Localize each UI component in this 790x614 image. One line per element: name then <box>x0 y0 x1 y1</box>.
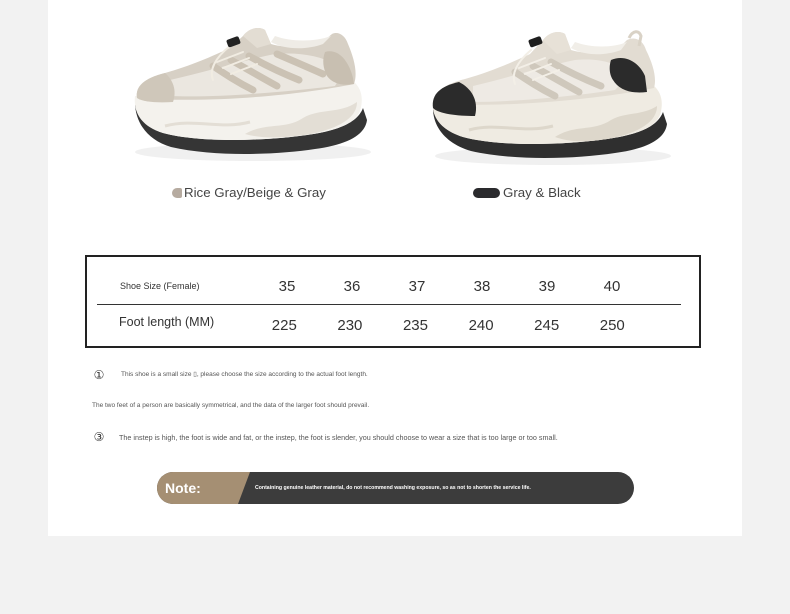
foot-length-cell: 225 <box>271 317 297 334</box>
color-label-gray-black: Gray & Black <box>503 185 581 200</box>
note-3-marker: ③ <box>93 430 105 444</box>
size-cell: 37 <box>408 278 426 295</box>
color-swatch-rice-gray <box>172 188 182 198</box>
size-cell: 35 <box>278 278 296 295</box>
foot-length-cell: 245 <box>534 317 560 334</box>
size-chart <box>85 255 701 348</box>
note-1-text: This shoe is a small size ▯, please choose the size according to the actual foot length. <box>121 371 368 378</box>
sneaker-gray-black-image <box>425 22 675 167</box>
color-label-rice-gray: Rice Gray/Beige & Gray <box>184 185 326 200</box>
foot-length-cell: 235 <box>402 317 428 334</box>
note-2-text: The two feet of a person are basically symmetrical, and the data of the larger foot should prevail. <box>92 402 370 409</box>
size-cell: 40 <box>603 278 621 295</box>
foot-length-cell: 240 <box>468 317 494 334</box>
sneaker-rice-gray-image <box>125 18 375 163</box>
size-cell: 36 <box>343 278 361 295</box>
shoe-size-row <box>255 278 645 296</box>
care-note-label: Note: <box>165 480 201 496</box>
size-cell: 38 <box>473 278 491 295</box>
care-note-text: Containing genuine leather material, do not recommend washing exposure, so as not to shorten the service life. <box>255 485 531 491</box>
shoe-size-row-label: Shoe Size (Female) <box>120 281 200 291</box>
size-cell: 39 <box>538 278 556 295</box>
foot-length-cell: 250 <box>599 317 625 334</box>
note-1-marker: ① <box>93 368 105 382</box>
care-note-banner <box>157 472 634 504</box>
table-divider <box>97 304 681 305</box>
product-detail-panel <box>48 0 742 536</box>
foot-length-cell: 230 <box>337 317 363 334</box>
note-3-text: The instep is high, the foot is wide and fat, or the instep, the foot is slender, you should choose to wear a size that is too large or too small. <box>119 433 558 442</box>
foot-length-row-label: Foot length (MM) <box>119 315 215 329</box>
color-swatch-gray-black <box>473 188 500 198</box>
foot-length-row <box>252 317 646 335</box>
